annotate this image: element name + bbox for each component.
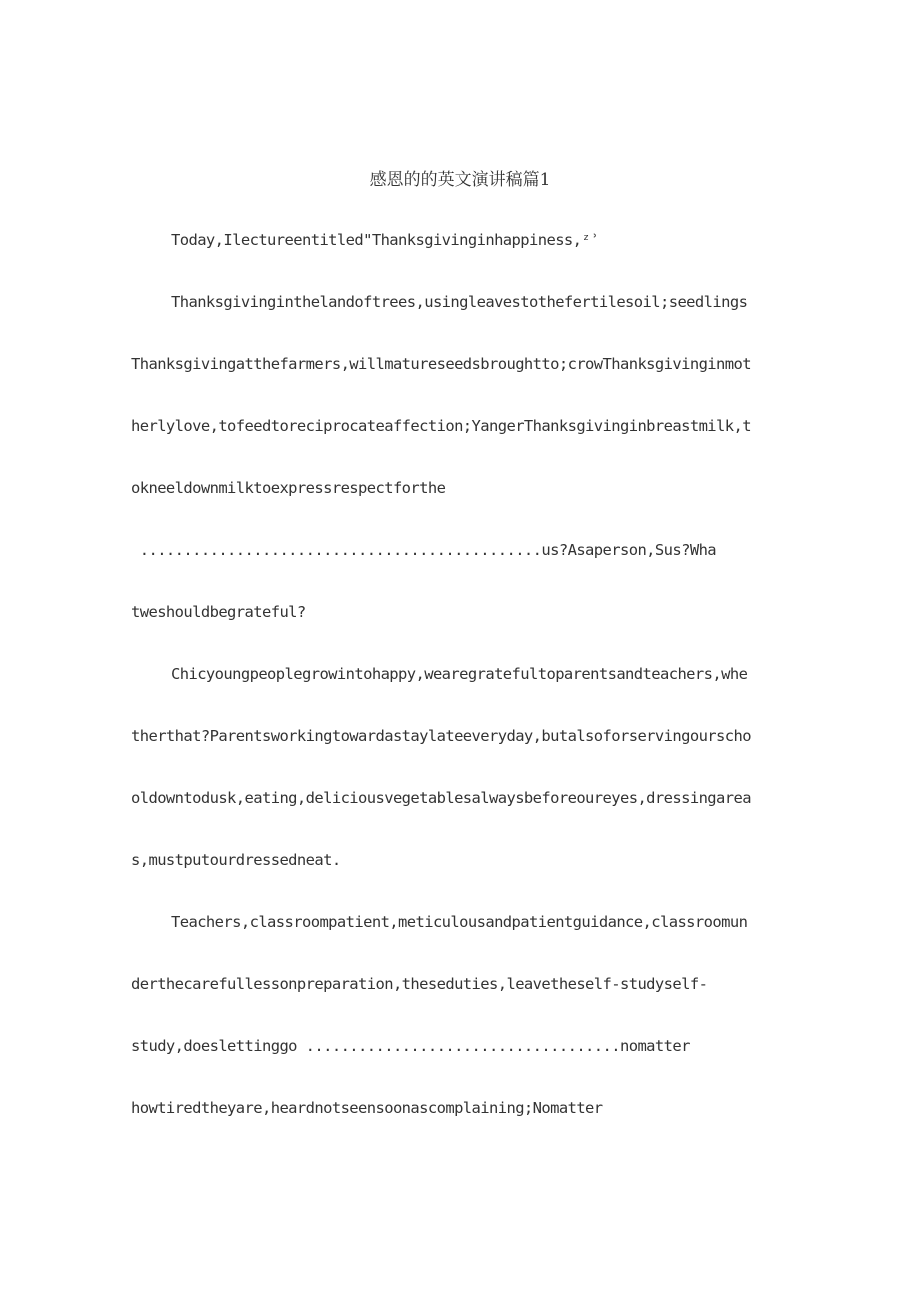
text-line: oldowntodusk,eating,deliciousvegetablesalwaysbeforeoureyes,dressingarea (131, 789, 751, 807)
text-line: Today,Ilectureentitled"Thanksgivinginhappiness,ᶻʾ (171, 231, 599, 249)
text-line: okneeldownmilktoexpressrespectforthe (131, 479, 446, 497)
text-line: herlylove,tofeedtoreciprocateaffection;YangerThanksgivinginbreastmilk,t (131, 417, 751, 435)
page-title: 感恩的的英文演讲稿篇1 (369, 170, 551, 190)
text-line: s,mustputourdressedneat. (131, 851, 341, 869)
text-line: derthecarefullessonpreparation,theseduties,leavetheself-studyself- (131, 975, 708, 993)
text-line: Thanksgivingatthefarmers,willmatureseedsbroughtto;crowThanksgivinginmot (131, 355, 751, 373)
text-line: ..............................................us?Asaperson,Sus?Wha (131, 541, 717, 559)
text-line: tweshouldbegrateful? (131, 603, 306, 621)
text-line: howtiredtheyare,heardnotseensoonascomplaining;Nomatter (131, 1099, 603, 1117)
text-line: Teachers,classroompatient,meticulousandpatientguidance,classroomun (171, 913, 748, 931)
text-line: therthat?Parentsworkingtowardastaylateeveryday,butalsoforservingourscho (131, 727, 751, 745)
text-line: Chicyoungpeoplegrowintohappy,wearegratefultoparentsandteachers,whe (171, 665, 748, 683)
text-line: study,doeslettinggo ....................................nomatter (131, 1037, 690, 1055)
text-line: Thanksgivinginthelandoftrees,usingleavestothefertilesoil;seedlings (171, 293, 748, 311)
